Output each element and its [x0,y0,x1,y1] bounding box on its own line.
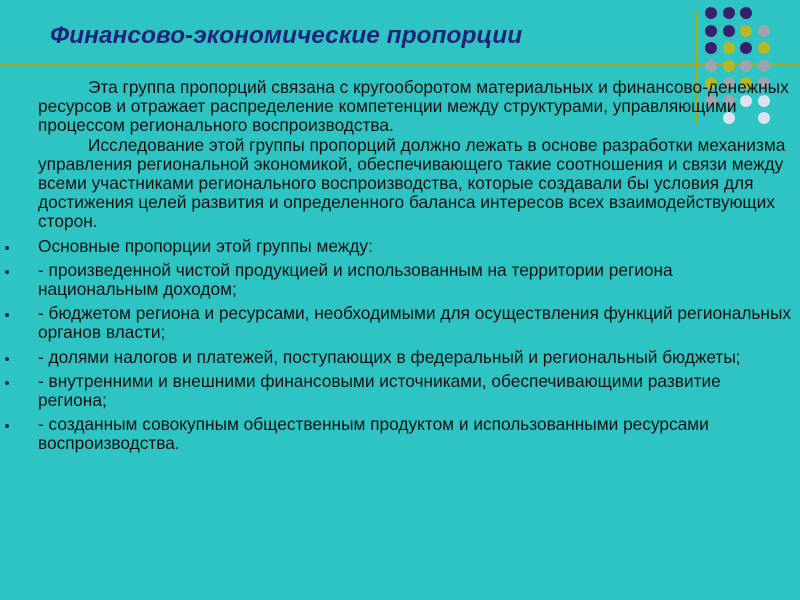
decor-dot [723,42,735,54]
decor-dot [705,60,717,72]
decor-dot [723,7,735,19]
decor-dot [740,7,752,19]
proportions-list [38,237,794,454]
bullet-icon [5,424,9,428]
title-underline [0,63,800,65]
decor-dot [758,42,770,54]
list-item-text: - созданным совокупным общественным продуктом и использованными ресурсами воспроизводства. [38,414,709,454]
decor-dot [705,25,717,37]
list-item [38,348,794,367]
decor-dot [758,60,770,72]
slide-title: Финансово-экономические пропорции [50,22,523,49]
paragraph-2: Исследование этой группы пропорций должно лежать в основе разработки механизма управления региональной экономикой, обеспечивающего такие соотношения и связи между всеми участниками регионального воспроизводства, которые создавали бы условия для достижения целей развития и определенного баланса интересов всех взаимодействующих сторон. [38,134,786,232]
list-item [38,237,794,256]
bullet-icon [5,270,9,274]
decor-dot [740,60,752,72]
decor-dot [705,42,717,54]
list-item-text: - долями налогов и платежей, поступающих в федеральный и региональный бюджеты; [38,346,741,367]
decor-dot [758,25,770,37]
decor-dot [723,60,735,72]
list-item [38,304,794,342]
list-item-text: - внутренними и внешними финансовыми источниками, обеспечивающими развитие региона; [38,370,721,411]
bullet-icon [5,381,9,385]
decor-dot [740,25,752,37]
decor-dot [740,42,752,54]
list-item-text: - произведенной чистой продукцией и использованным на территории региона национальным доходом; [38,259,673,300]
list-item-text: - бюджетом региона и ресурсами, необходимыми для осуществления функций региональных органов власти; [38,303,792,343]
bullet-icon [5,246,9,250]
list-item-text: Основные пропорции этой группы между: [38,235,373,256]
list-item [38,415,794,453]
paragraph-1: Эта группа пропорций связана с кругооборотом материальных и финансово-денежных ресурсов и отражает распределение компетенции между структурами, управляющими процессом регионального воспроизводства. [38,77,789,136]
bullet-icon [5,357,9,361]
bullet-icon [5,313,9,317]
list-item [38,372,794,410]
decor-dot [705,7,717,19]
slide-body [38,78,794,454]
list-item [38,261,794,299]
decor-dot [723,25,735,37]
